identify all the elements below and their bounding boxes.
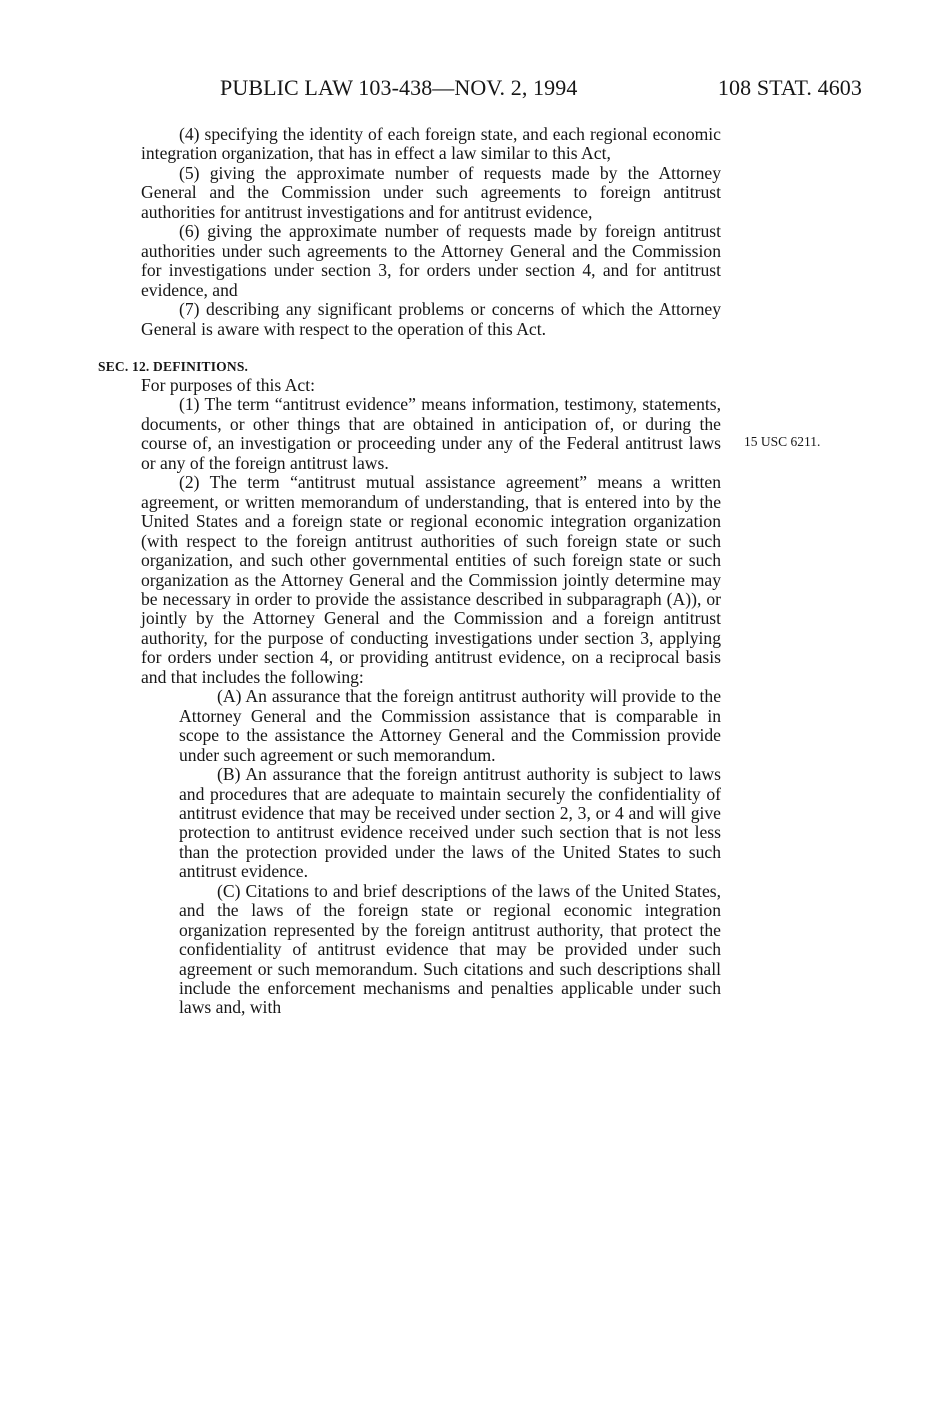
- paragraph-7: (7) describing any significant problems or concerns of which the Attorney General is aware with respect to the operation of this Act.: [141, 299, 721, 339]
- margin-citation: 15 USC 6211.: [744, 434, 821, 449]
- paragraph-4: (4) specifying the identity of each foreign state, and each regional economic integration organization, that has in effect a law similar to this Act,: [141, 124, 721, 164]
- definition-1: (1) The term “antitrust evidence” means information, testimony, statements, documents, or other things that are obtained in anticipation of, or during the course of, an investigation or proceeding under any of the Federal antitrust laws or any of the foreign antitrust laws.: [141, 394, 721, 473]
- section-heading: SEC. 12. DEFINITIONS.: [98, 358, 249, 374]
- paragraph-5: (5) giving the approximate number of requests made by the Attorney General and the Commission under such agreements to foreign antitrust authorities for antitrust investigations and for antitrust evidence,: [141, 162, 721, 222]
- section-intro: For purposes of this Act:: [141, 374, 315, 395]
- subparagraph-b: (B) An assurance that the foreign antitrust authority is subject to laws and procedures that are adequate to maintain securely the confidentiality of antitrust evidence that may be received under section 2, 3, or 4 and will give protection to antitrust evidence received under such section that is not less than the protection provided under the laws of the United States to such antitrust evidence.: [179, 764, 721, 882]
- body-text: [98, 124, 721, 1018]
- header-title: PUBLIC LAW 103-438—NOV. 2, 1994: [220, 75, 578, 100]
- running-header: [220, 68, 862, 108]
- paragraph-6: (6) giving the approximate number of requests made by foreign antitrust authorities under such agreements to the Attorney General and the Commission for investigations under section 3, for orders under section 4, and for antitrust evidence, and: [141, 221, 721, 300]
- statute-page-number: 108 STAT. 4603: [717, 75, 862, 100]
- definition-2: (2) The term “antitrust mutual assistance agreement” means a written agreement, or written memorandum of understanding, that is entered into by the United States and a foreign state or regional economic integration organization (with respect to the foreign antitrust authorities of such foreign state or such organization, and such other governmental entities of such foreign state or such organization as the Attorney General and the Commission jointly determine may be necessary in order to provide the assistance described in subparagraph (A)), or jointly by the Attorney General and the Commission and a foreign antitrust authority, for the purpose of conducting investigations under section 3, applying for orders under section 4, or providing antitrust evidence, on a reciprocal basis and that includes the following:: [141, 472, 721, 687]
- subparagraph-a: (A) An assurance that the foreign antitrust authority will provide to the Attorney General and the Commission assistance that is comparable in scope to the assistance the Attorney General and the Commission provide under such agreement or such memorandum.: [179, 686, 721, 765]
- subparagraph-c: (C) Citations to and brief descriptions of the laws of the United States, and the laws of the foreign state or regional economic integration organization represented by the foreign antitrust authority, that protect the confidentiality of antitrust evidence that may be provided under such agreement or such memorandum. Such citations and such descriptions shall include the enforcement mechanisms and penalties applicable under such laws and, with: [179, 880, 721, 1018]
